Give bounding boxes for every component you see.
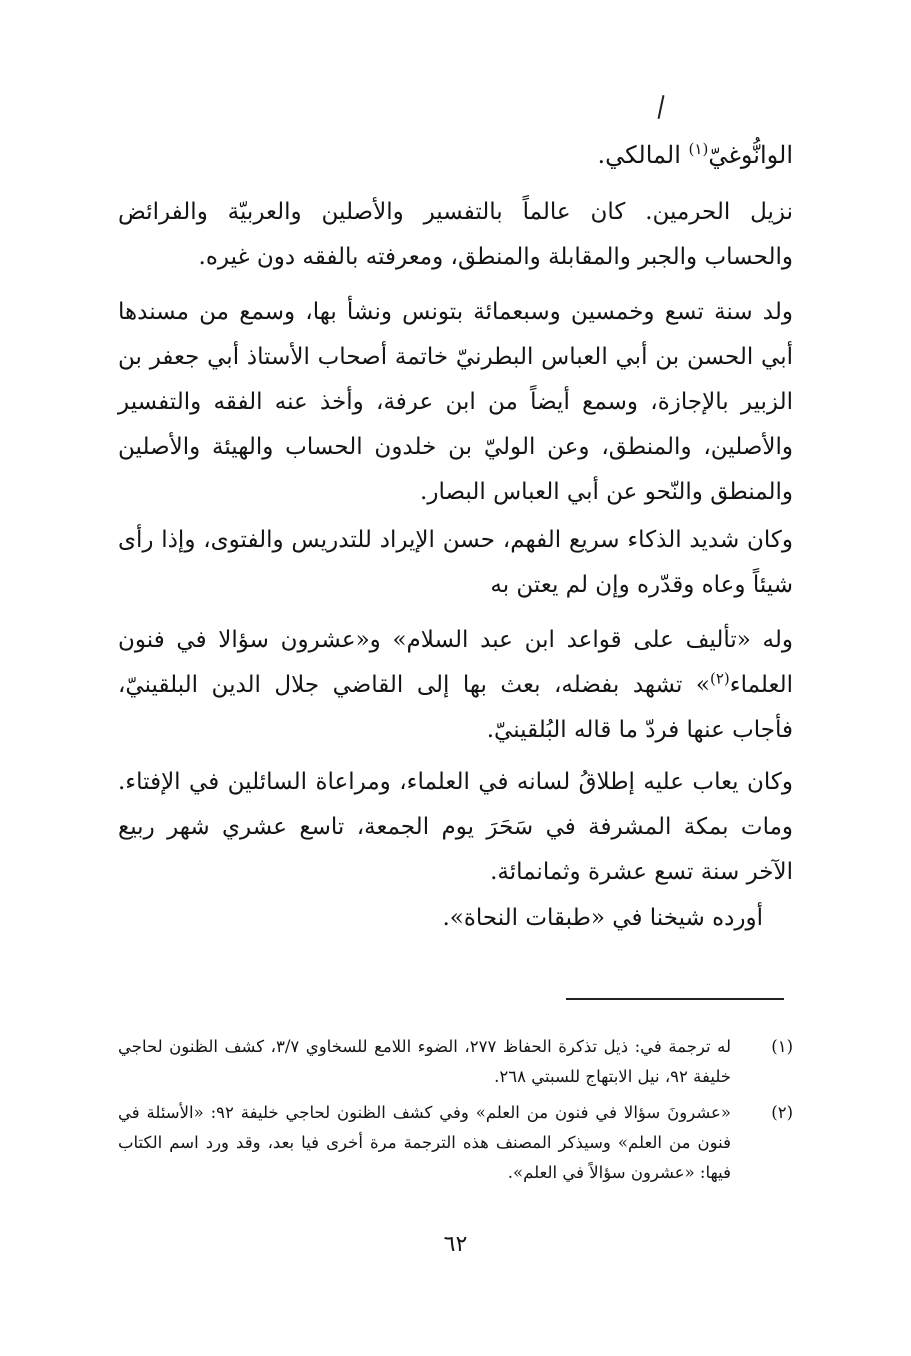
paragraph-4	[118, 618, 793, 753]
pen-mark	[658, 95, 665, 119]
paragraph-3	[118, 518, 793, 608]
paragraph-2	[118, 290, 793, 515]
entry-name-suffix: المالكي.	[597, 141, 689, 169]
paragraph-text	[118, 618, 793, 753]
footnote-number: (٢)	[771, 1103, 793, 1122]
paragraph-5	[118, 760, 793, 895]
footnote-divider	[566, 998, 784, 1000]
paragraph-text: ولد سنة تسع وخمسين وسبعمائة بتونس ونشأ بها، وسمع من مسندها أبي الحسن بن أبي العباس البطرنيّ خاتمة أصحاب الأستاذ أبي جعفر بن الزبير بالإجازة، وسمع أيضاً من ابن عرفة، وأخذ عنه الفقه والتفسير والأصلين، والمنطق، وعن الوليّ بن خلدون الحساب والهيئة والأصلين والمنطق والنّحو عن أبي العباس البصار.	[118, 299, 793, 505]
page-number: ٦٢	[443, 1232, 468, 1257]
footnote-marker-2: (٢)	[709, 669, 730, 688]
paragraph-text-after: » تشهد بفضله، بعث بها إلى القاضي جلال الدين البلقينيّ، فأجاب عنها فردّ ما قاله البُلقينيّ.	[118, 672, 793, 743]
paragraph-1	[118, 190, 793, 280]
paragraph-text: وكان شديد الذكاء سريع الفهم، حسن الإيراد للتدريس والفتوى، وإذا رأى شيئاً وعاه وقدّره وإن لم يعتن به	[118, 527, 793, 598]
footnote-text: «عشرونَ سؤالا في فنون من العلم» وفي كشف الظنون لحاجي خليفة ٩٢: «الأسئلة في فنون من العلم» وسيذكر المصنف هذه الترجمة مرة أخرى فيا بعد، وقد ورد اسم الكتاب فيها: «عشرون سؤالاً في العلم».	[118, 1103, 731, 1182]
footnote-1	[118, 1032, 793, 1092]
entry-name: الوانُّوغيّ	[708, 141, 793, 169]
footnotes	[118, 1032, 793, 1194]
entry-heading	[598, 138, 793, 172]
paragraph-text: نزيل الحرمين. كان عالماً بالتفسير والأصلين والعربيّة والفرائض والحساب والجبر والمقابلة والمنطق، ومعرفته بالفقه دون غيره.	[118, 199, 793, 270]
footnote-marker-1: (١)	[688, 140, 709, 158]
footnote-text: له ترجمة في: ذيل تذكرة الحفاظ ٢٧٧، الضوء اللامع للسخاوي ٣/٧، كشف الظنون لحاجي خليفة ٩٢، نيل الابتهاج للسبتي ٢٦٨.	[118, 1037, 732, 1086]
footnote-2	[118, 1098, 793, 1188]
paragraph-text-before: وله «تأليف على قواعد ابن عبد السلام» و«عشرون سؤالا في فنون العلماء	[118, 627, 793, 698]
footnote-number: (١)	[771, 1037, 793, 1056]
source-line: أورده شيخنا في «طبقات النحاة».	[442, 905, 763, 931]
paragraph-text: وكان يعاب عليه إطلاقُ لسانه في العلماء، ومراعاة السائلين في الإفتاء. ومات بمكة المشرفة في سَحَرَ يوم الجمعة، تاسع عشري شهر ربيع الآخر سنة تسع عشرة وثمانمائة.	[118, 769, 793, 885]
